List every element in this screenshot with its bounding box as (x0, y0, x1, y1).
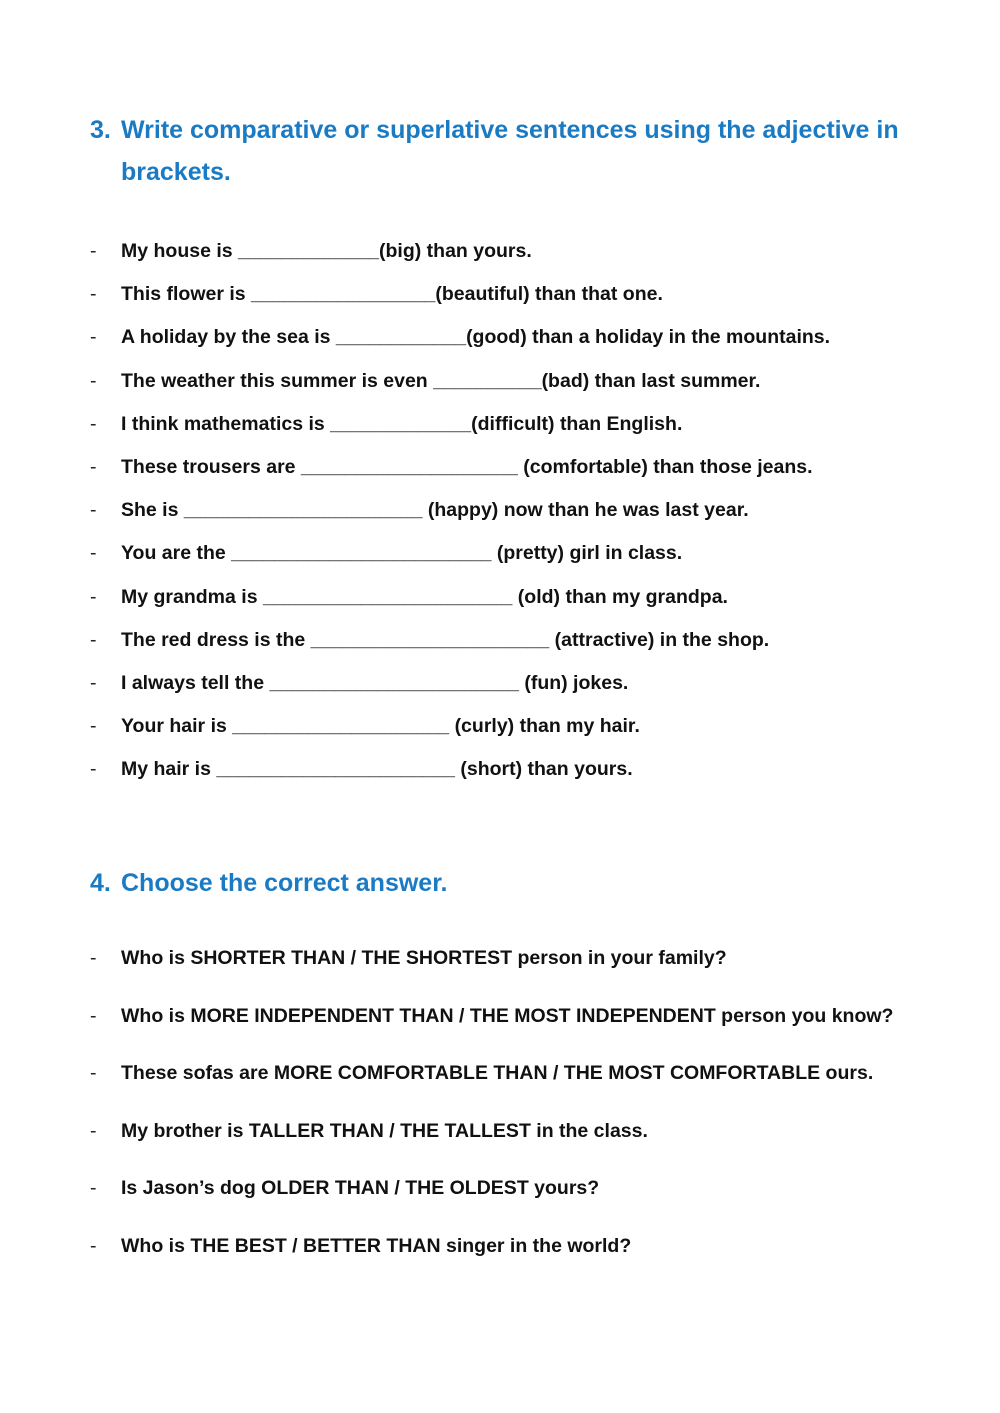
bullet-dash: - (90, 542, 97, 565)
sentence-text: My house is _____________(big) than yours. (121, 240, 532, 263)
bullet-dash: - (90, 1004, 97, 1027)
list-item (90, 403, 970, 446)
exercise-3-number: 3. (90, 116, 111, 144)
bullet-dash: - (90, 240, 97, 263)
exercise-3-list (90, 230, 970, 791)
sentence-text: My grandma is _______________________ (old) than my grandpa. (121, 585, 728, 608)
sentence-text: Who is MORE INDEPENDENT THAN / THE MOST INDEPENDENT person you know? (121, 1004, 894, 1027)
bullet-dash: - (90, 585, 97, 608)
sentence-text: Who is THE BEST / BETTER THAN singer in the world? (121, 1234, 632, 1257)
list-item (90, 748, 970, 791)
bullet-dash: - (90, 947, 97, 970)
sentence-text: Is Jason’s dog OLDER THAN / THE OLDEST yours? (121, 1177, 600, 1200)
list-item (90, 988, 970, 1046)
sentence-text: A holiday by the sea is ____________(good) than a holiday in the mountains. (121, 326, 831, 349)
list-item (90, 360, 970, 403)
bullet-dash: - (90, 715, 97, 738)
sentence-text: The red dress is the ______________________ (attractive) in the shop. (121, 628, 770, 651)
list-item (90, 705, 970, 748)
list-item (90, 1103, 970, 1161)
bullet-dash: - (90, 499, 97, 522)
sentence-text: These trousers are ____________________ (comfortable) than those jeans. (121, 456, 813, 479)
bullet-dash: - (90, 283, 97, 306)
sentence-text: Your hair is ____________________ (curly) than my hair. (121, 715, 640, 738)
bullet-dash: - (90, 456, 97, 479)
sentence-text: This flower is _________________(beautiful) than that one. (121, 283, 663, 306)
list-item (90, 489, 970, 532)
sentence-text: The weather this summer is even __________(bad) than last summer. (121, 369, 761, 392)
exercise-3-heading (90, 109, 930, 193)
bullet-dash: - (90, 369, 97, 392)
sentence-text: You are the ________________________ (pretty) girl in class. (121, 542, 683, 565)
list-item (90, 1160, 970, 1218)
list-item (90, 930, 970, 988)
bullet-dash: - (90, 1062, 97, 1085)
sentence-text: She is ______________________ (happy) now than he was last year. (121, 499, 749, 522)
exercise-4-number: 4. (90, 869, 111, 897)
list-item (90, 230, 970, 273)
sentence-text: My hair is ______________________ (short) than yours. (121, 758, 633, 781)
exercise-4-list (90, 930, 970, 1275)
bullet-dash: - (90, 758, 97, 781)
list-item (90, 532, 970, 575)
sentence-text: I always tell the _______________________ (fun) jokes. (121, 671, 629, 694)
list-item (90, 662, 970, 705)
bullet-dash: - (90, 326, 97, 349)
bullet-dash: - (90, 671, 97, 694)
list-item (90, 576, 970, 619)
sentence-text: My brother is TALLER THAN / THE TALLEST in the class. (121, 1119, 648, 1142)
list-item (90, 273, 970, 316)
list-item (90, 446, 970, 489)
sentence-text: Who is SHORTER THAN / THE SHORTEST person in your family? (121, 947, 727, 970)
bullet-dash: - (90, 1119, 97, 1142)
sentence-text: I think mathematics is _____________(difficult) than English. (121, 412, 683, 435)
exercise-3-title: Write comparative or superlative sentences using the adjective in brackets. (121, 116, 899, 186)
exercise-4-title: Choose the correct answer. (121, 869, 448, 897)
list-item (90, 619, 970, 662)
bullet-dash: - (90, 412, 97, 435)
bullet-dash: - (90, 1177, 97, 1200)
list-item (90, 1045, 970, 1103)
exercise-4-heading (90, 862, 790, 904)
list-item (90, 316, 970, 359)
bullet-dash: - (90, 628, 97, 651)
sentence-text: These sofas are MORE COMFORTABLE THAN / THE MOST COMFORTABLE ours. (121, 1062, 874, 1085)
bullet-dash: - (90, 1234, 97, 1257)
list-item (90, 1218, 970, 1276)
